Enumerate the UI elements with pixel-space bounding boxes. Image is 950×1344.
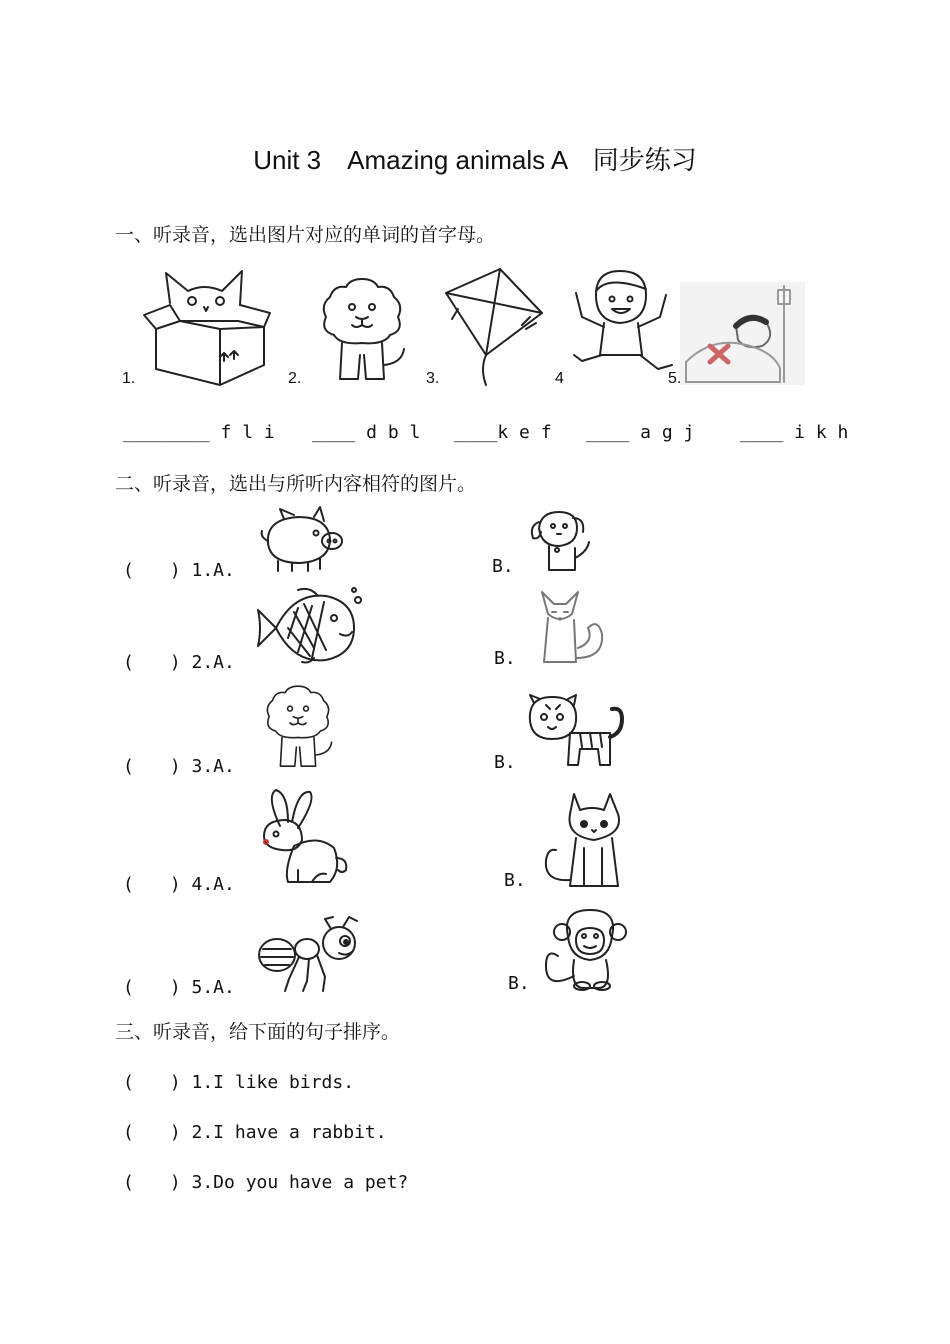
sick-boy-in-bed-picture: [680, 282, 805, 385]
rabbit-picture: [258, 786, 350, 888]
picture-number-5: 5.: [668, 370, 682, 387]
question-2-2-b: B.: [494, 648, 516, 669]
lion-picture: [312, 275, 412, 385]
question-2-5: ( ) 5.A.: [123, 977, 235, 998]
sentence-1: ( ) 1.I like birds.: [123, 1072, 355, 1093]
sentence-2: ( ) 2.I have a rabbit.: [123, 1122, 387, 1143]
picture-number-1: 1.: [122, 370, 136, 387]
answer-options-4: ____ a g j: [586, 422, 695, 443]
sentence-3: ( ) 3.Do you have a pet?: [123, 1172, 409, 1193]
answer-options-5: ____ i k h: [740, 422, 849, 443]
question-2-1-b: B.: [492, 556, 514, 577]
question-2-2: ( ) 2.A.: [123, 652, 235, 673]
tiger-picture: [526, 693, 628, 769]
lion-picture-small: [258, 683, 338, 771]
question-2-4-b: B.: [504, 870, 526, 891]
question-2-1: ( ) 1.A.: [123, 560, 235, 581]
section-1-heading: 一、听录音，选出图片对应的单词的首字母。: [115, 224, 496, 246]
answer-options-1: ________ f l i: [123, 422, 275, 443]
cat-in-box-picture: [140, 265, 280, 387]
picture-number-2: 2.: [288, 370, 302, 387]
section-2-heading: 二、听录音，选出与所听内容相符的图片。: [115, 473, 477, 495]
monkey-picture: [542, 906, 634, 992]
question-2-3-b: B.: [494, 752, 516, 773]
question-2-5-b: B.: [508, 973, 530, 994]
fox-picture: [532, 588, 608, 666]
jumping-boy-picture: [568, 265, 678, 387]
answer-options-3: ____k e f: [454, 422, 552, 443]
pig-picture: [258, 505, 346, 575]
worksheet-title: Unit 3 Amazing animals A 同步练习: [253, 145, 697, 175]
ant-picture: [255, 915, 363, 993]
fish-picture: [254, 588, 364, 666]
question-2-4: ( ) 4.A.: [123, 874, 235, 895]
puppy-picture: [527, 508, 593, 574]
picture-number-3: 3.: [426, 370, 440, 387]
question-2-3: ( ) 3.A.: [123, 756, 235, 777]
answer-options-2: ____ d b l: [312, 422, 421, 443]
picture-number-4: 4: [555, 370, 564, 387]
cat-picture: [540, 790, 626, 890]
section-3-heading: 三、听录音，给下面的句子排序。: [115, 1021, 401, 1043]
kite-picture: [440, 265, 545, 387]
